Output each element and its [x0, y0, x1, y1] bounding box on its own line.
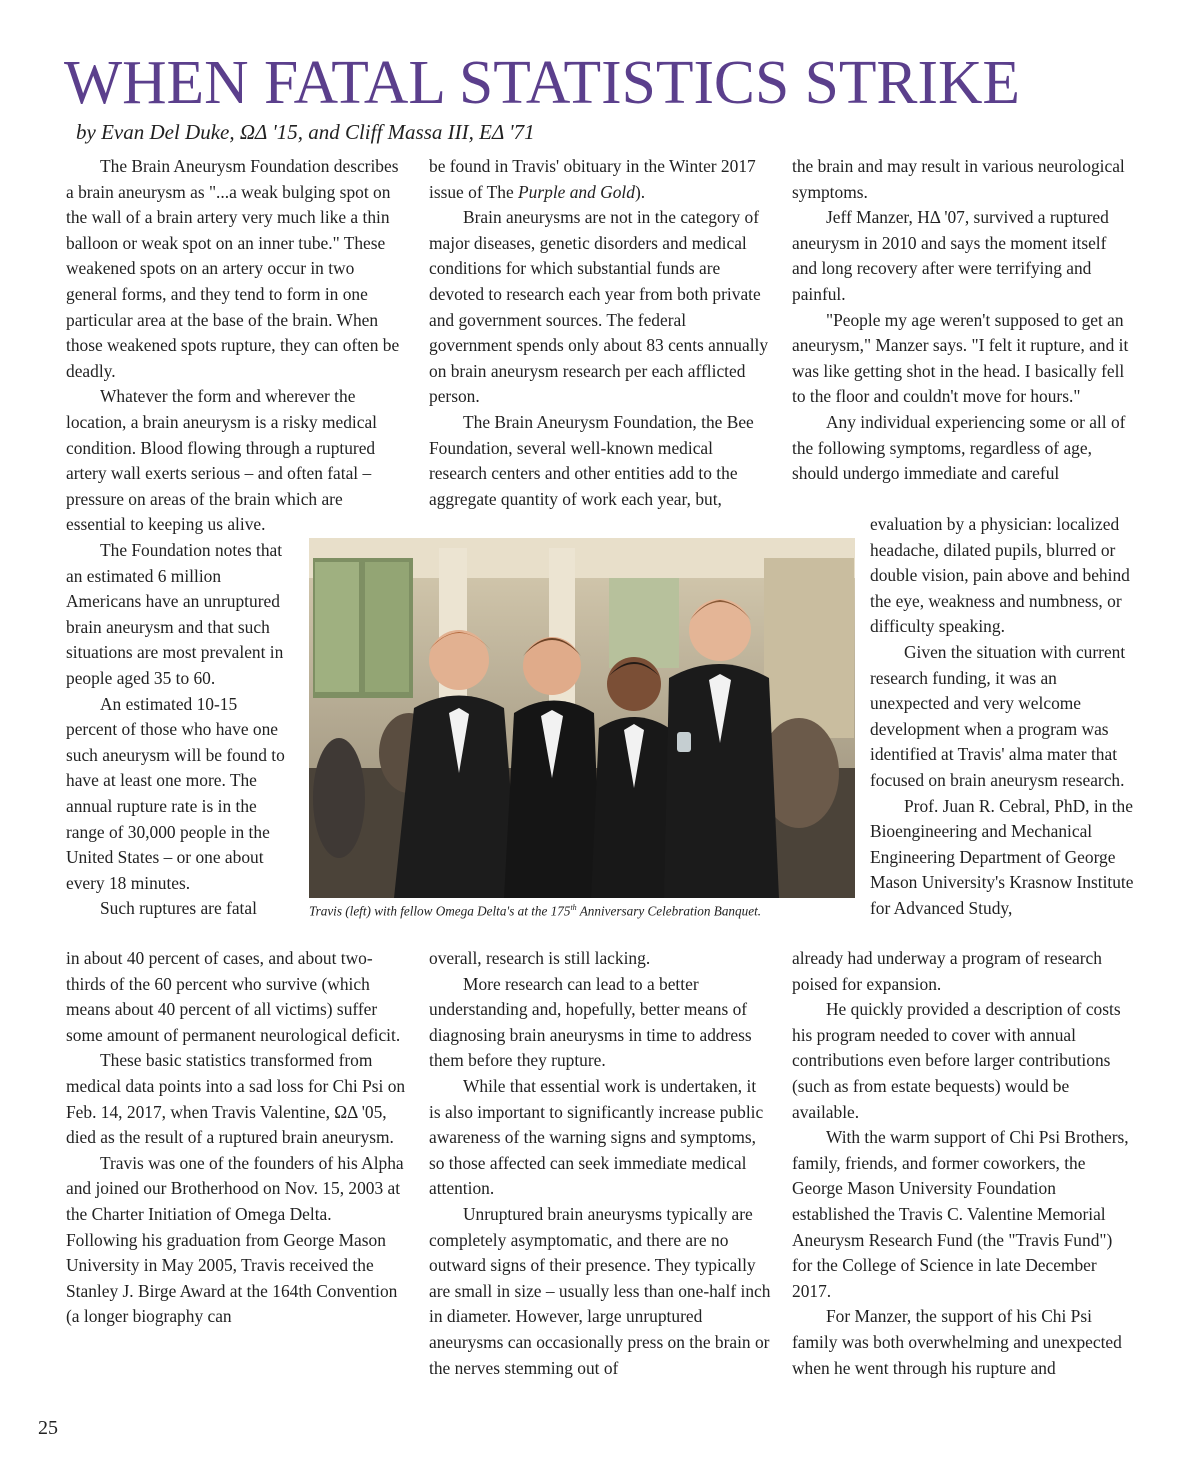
magazine-title: Purple and Gold: [518, 181, 635, 202]
paragraph: An estimated 10-15 percent of those who have one such aneurysm will be found to have at least one more. The annual rupture rate is in the range of 30,000 people in the United States – or one about every 18 minutes.: [66, 693, 285, 893]
column-3-top: [792, 154, 1135, 487]
article-byline: by Evan Del Duke, ΩΔ '15, and Cliff Massa III, EΔ '71: [76, 120, 535, 144]
paragraph: Prof. Juan R. Cebral, PhD, in the Bioengineering and Mechanical Engineering Department of George Mason University's Krasnow Institute for Advanced Study,: [870, 795, 1134, 918]
column-2-top: [429, 154, 772, 512]
paragraph: "People my age weren't supposed to get an aneurysm," Manzer says. "I felt it rupture, and it was like getting shot in the head. I basically fell to the floor and couldn't move for hours.": [792, 309, 1129, 407]
paragraph: be found in Travis' obituary in the Winter 2017 issue of The Purple and Gold).: [429, 156, 756, 202]
paragraph: Given the situation with current research funding, it was an unexpected and very welcome development when a program was identified at Travis' alma mater that focused on brain aneurysm research.: [870, 641, 1126, 790]
paragraph: While that essential work is undertaken, it is also important to significantly increase public awareness of the warning signs and symptoms, so those affected can seek immediate medical attention.: [429, 1075, 764, 1199]
paragraph: in about 40 percent of cases, and about two-thirds of the 60 percent who survive (which means about 40 percent of all victims) suffer some amount of permanent neurological deficit.: [66, 948, 401, 1045]
paragraph: For Manzer, the support of his Chi Psi family was both overwhelming and unexpected when he went through his rupture and: [792, 1306, 1122, 1378]
paragraph: The Foundation notes that an estimated 6 million Americans have an unruptured brain aneurysm and that such situations are most prevalent in people aged 35 to 60.: [66, 540, 284, 688]
paragraph: The Brain Aneurysm Foundation, the Bee Foundation, several well-known medical research centers and other entities add to the aggregate quantity of work each year, but,: [429, 411, 754, 509]
paragraph: overall, research is still lacking.: [429, 948, 651, 968]
photo-image: [309, 538, 855, 898]
paragraph: Jeff Manzer, HΔ '07, survived a ruptured aneurysm in 2010 and says the moment itself and long recovery after were terrifying and painful.: [792, 207, 1109, 304]
paragraph: Such ruptures are fatal: [100, 898, 257, 919]
column-3-narrow: [870, 512, 1136, 922]
paragraph: Brain aneurysms are not in the category of major diseases, genetic disorders and medical conditions for which substantial funds are devoted to research each year from both private and government sources. The federal government spends only about 83 cents annually on brain aneurysm research per each afflicted person.: [429, 207, 769, 407]
paragraph: More research can lead to a better understanding and, hopefully, better means of diagnosing brain aneurysms in time to address them before they rupture.: [429, 973, 752, 1071]
page-number: 25: [38, 1417, 58, 1439]
paragraph: These basic statistics transformed from medical data points into a sad loss for Chi Psi on Feb. 14, 2017, when Travis Valentine, ΩΔ '05, died as the result of a ruptured brain aneurysm.: [66, 1050, 406, 1148]
banquet-photo: [309, 538, 855, 898]
photo-caption: Travis (left) with fellow Omega Delta's at the 175th Anniversary Celebration Banquet.: [309, 903, 762, 919]
paragraph: the brain and may result in various neurological symptoms.: [792, 156, 1125, 202]
column-1-bottom: [66, 946, 406, 1330]
column-1-top: [66, 154, 406, 538]
paragraph: Travis was one of the founders of his Alpha and joined our Brotherhood on Nov. 15, 2003 at the Charter Initiation of Omega Delta. Following his graduation from George Mason University in May 2005, Travis received the Stanley J. Birge Award at the 164th Convention (a longer biography can: [66, 1152, 404, 1327]
paragraph: Unruptured brain aneurysms typically are completely asymptomatic, and there are no outward signs of their presence. They typically are small in size – usually less than one-half inch in diameter. However, large unruptured aneurysms can occasionally press on the brain or the nerves stemming out of: [429, 1203, 771, 1378]
paragraph: With the warm support of Chi Psi Brothers, family, friends, and former coworkers, the George Mason University Foundation established the Travis C. Valentine Memorial Aneurysm Research Fund (the "Travis Fund") for the College of Science in late December 2017.: [792, 1127, 1129, 1301]
column-1-narrow: [66, 538, 286, 922]
article-title: WHEN FATAL STATISTICS STRIKE: [64, 49, 1020, 117]
paragraph: He quickly provided a description of costs his program needed to cover with annual contributions even before larger contributions (such as from estate bequests) would be available.: [792, 999, 1121, 1122]
paragraph: Whatever the form and wherever the location, a brain aneurysm is a risky medical condition. Blood flowing through a ruptured artery wall exerts serious – and often fatal – pressure on areas of the brain which are essential to keeping us alive.: [66, 386, 378, 535]
paragraph: already had underway a program of research poised for expansion.: [792, 948, 1102, 994]
paragraph: Any individual experiencing some or all of the following symptoms, regardless of age, should undergo immediate and careful: [792, 411, 1126, 484]
paragraph: The Brain Aneurysm Foundation describes a brain aneurysm as "...a weak bulging spot on the wall of a brain artery very much like a thin balloon or weak spot on an inner tube." These weakened spots on an artery occur in two general forms, and they tend to form in one particular area at the base of the brain. When those weakened spots rupture, they can often be deadly.: [66, 156, 400, 381]
column-3-bottom: [792, 946, 1135, 1381]
paragraph: evaluation by a physician: localized headache, dilated pupils, blurred or double vision, pain above and behind the eye, weakness and numbness, or difficulty speaking.: [870, 514, 1130, 637]
column-2-bottom: [429, 946, 772, 1381]
